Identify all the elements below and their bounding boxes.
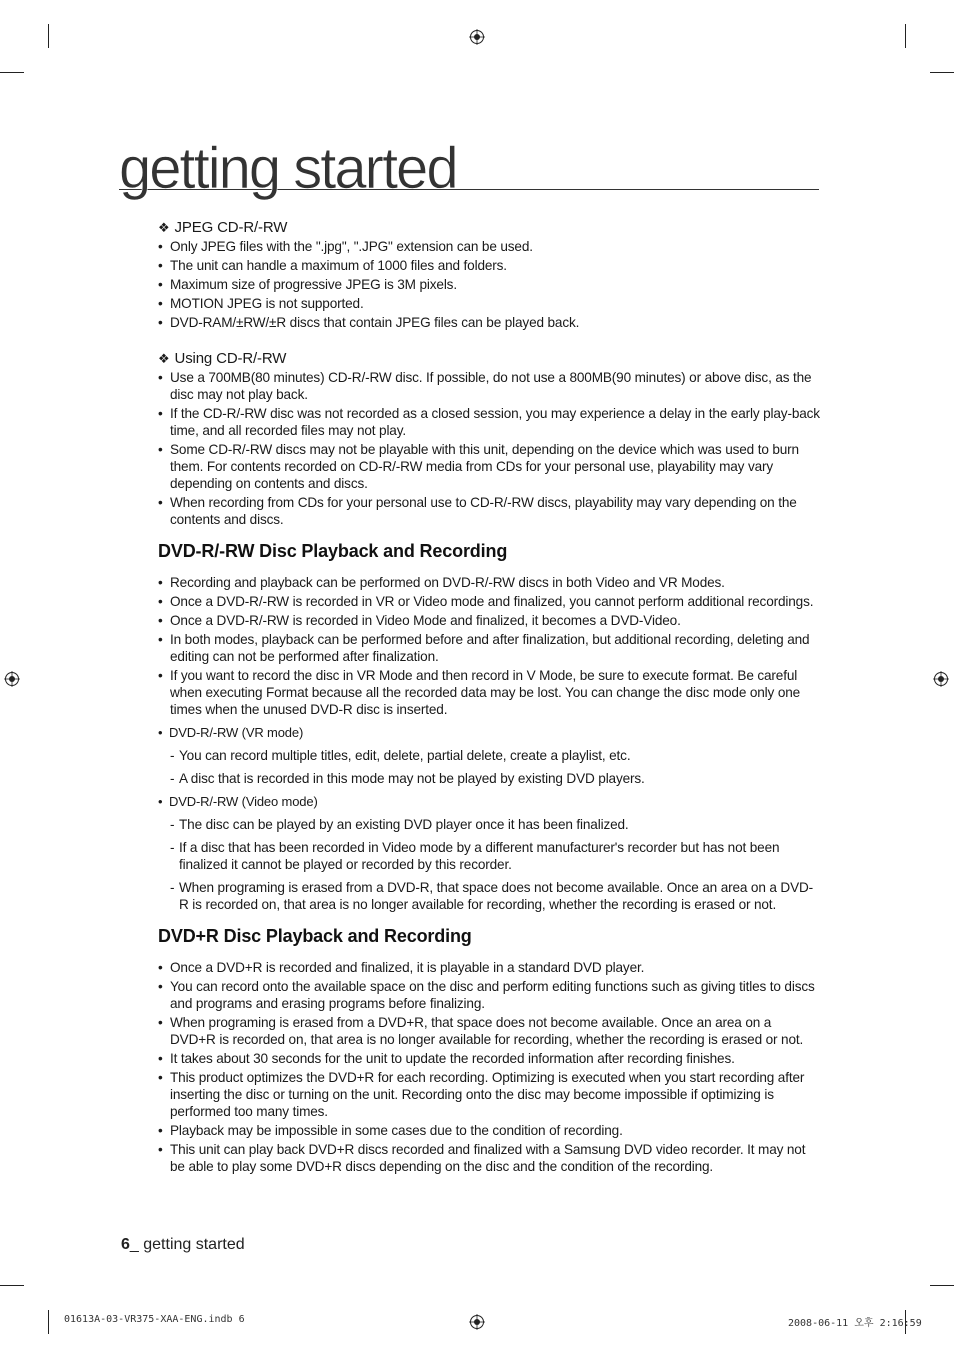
section-using bbox=[158, 349, 820, 528]
bullet-list bbox=[158, 959, 820, 1175]
bullet-list bbox=[158, 238, 820, 331]
crop-mark bbox=[48, 1310, 49, 1334]
main-content bbox=[158, 218, 820, 1187]
section-dvdplus bbox=[158, 925, 820, 1175]
bullet-list bbox=[158, 369, 820, 528]
list-item: - When programing is erased from a DVD-R, that space does not become available. Once an area on a DVD-R is recorded on, that area is no longer available for recording, whether the recording is erased or not. bbox=[170, 879, 820, 913]
list-item: • The unit can handle a maximum of 1000 files and folders. bbox=[158, 257, 820, 274]
crop-mark bbox=[905, 24, 906, 48]
list-item: • It takes about 30 seconds for the unit to update the recorded information after recording finishes. bbox=[158, 1050, 820, 1067]
footer-label: _ getting started bbox=[129, 1236, 245, 1253]
crop-mark bbox=[930, 1285, 954, 1286]
crop-mark bbox=[0, 1285, 24, 1286]
registration-target-icon bbox=[4, 671, 20, 687]
list-item: - A disc that is recorded in this mode may not be played by existing DVD players. bbox=[170, 770, 820, 787]
mode-heading: • DVD-R/-RW (Video mode) bbox=[158, 793, 820, 810]
list-item: • Only JPEG files with the ".jpg", ".JPG" extension can be used. bbox=[158, 238, 820, 255]
list-item: • MOTION JPEG is not supported. bbox=[158, 295, 820, 312]
print-slug-file: 01613A-03-VR375-XAA-ENG.indb 6 bbox=[64, 1314, 245, 1325]
list-item: - The disc can be played by an existing DVD player once it has been finalized. bbox=[170, 816, 820, 833]
list-item: • This unit can play back DVD+R discs recorded and finalized with a Samsung DVD video recorder. It may not be able to play some DVD+R discs depending on the disc and the condition of the recording. bbox=[158, 1141, 820, 1175]
list-item: • In both modes, playback can be performed before and after finalization, but additional recording, deleting and editing can not be performed after finalization. bbox=[158, 631, 820, 665]
section-dvdr bbox=[158, 540, 820, 913]
list-item: • Once a DVD-R/-RW is recorded in Video Mode and finalized, it becomes a DVD-Video. bbox=[158, 612, 820, 629]
mode-heading: • DVD-R/-RW (VR mode) bbox=[158, 724, 820, 741]
page-footer bbox=[121, 1236, 245, 1254]
list-item: • Use a 700MB(80 minutes) CD-R/-RW disc. If possible, do not use a 800MB(90 minutes) or above disc, as the disc may not play back. bbox=[158, 369, 820, 403]
diamond-bullet-icon: ❖ bbox=[158, 220, 170, 235]
section-heading: ❖ Using CD-R/-RW bbox=[158, 350, 287, 367]
list-item: - You can record multiple titles, edit, delete, partial delete, create a playlist, etc. bbox=[170, 747, 820, 764]
list-item: • If you want to record the disc in VR Mode and then record in V Mode, be sure to execute format. Be careful when executing Format because all the recorded data may be lost. You can change the disc mode only one times when the unused DVD-R disc is inserted. bbox=[158, 667, 820, 718]
bullet-list bbox=[158, 574, 820, 718]
page-title: getting started bbox=[119, 136, 819, 190]
list-item: • If the CD-R/-RW disc was not recorded as a closed session, you may experience a delay in the early play-back time, and all recorded files may not play. bbox=[158, 405, 820, 439]
crop-mark bbox=[48, 24, 49, 48]
list-item: • When recording from CDs for your personal use to CD-R/-RW discs, playability may vary depending on the contents and discs. bbox=[158, 494, 820, 528]
list-item: • Playback may be impossible in some cases due to the condition of recording. bbox=[158, 1122, 820, 1139]
list-item: • DVD-RAM/±RW/±R discs that contain JPEG files can be played back. bbox=[158, 314, 820, 331]
list-item: - If a disc that has been recorded in Video mode by a different manufacturer's recorder but has not been finalized it cannot be played or recorded by this recorder. bbox=[170, 839, 820, 873]
registration-target-icon bbox=[933, 671, 949, 687]
dash-list bbox=[170, 816, 820, 913]
list-item: • When programing is erased from a DVD+R, that space does not become available. Once an area on a DVD+R is recorded on, that area is no longer available for recording, whether the recording is erased or not. bbox=[158, 1014, 820, 1048]
list-item: • You can record onto the available space on the disc and perform editing functions such as giving titles to discs and programs and erasing programs before finalizing. bbox=[158, 978, 820, 1012]
registration-target-icon bbox=[469, 29, 485, 45]
list-item: • Once a DVD+R is recorded and finalized, it is playable in a standard DVD player. bbox=[158, 959, 820, 976]
page-number: 6 bbox=[121, 1236, 130, 1253]
section-jpeg bbox=[158, 218, 820, 331]
section-heading: ❖ JPEG CD-R/-RW bbox=[158, 219, 288, 236]
section-heading: DVD-R/-RW Disc Playback and Recording bbox=[158, 541, 508, 561]
diamond-bullet-icon: ❖ bbox=[158, 351, 170, 366]
list-item: • This product optimizes the DVD+R for each recording. Optimizing is executed when you start recording after inserting the disc or turning on the unit. Recording onto the disc may become impossible if optimizing is performed too many times. bbox=[158, 1069, 820, 1120]
dash-list bbox=[170, 747, 820, 787]
list-item: • Maximum size of progressive JPEG is 3M pixels. bbox=[158, 276, 820, 293]
section-heading: DVD+R Disc Playback and Recording bbox=[158, 926, 472, 946]
list-item: • Some CD-R/-RW discs may not be playable with this unit, depending on the device which was used to burn them. For contents recorded on CD-R/-RW media from CDs for your personal use, playability may vary depending on contents and discs. bbox=[158, 441, 820, 492]
crop-mark bbox=[930, 72, 954, 73]
list-item: • Once a DVD-R/-RW is recorded in VR or Video mode and finalized, you cannot perform additional recordings. bbox=[158, 593, 820, 610]
print-slug-date: 2008-06-11 오후 2:16:59 bbox=[788, 1318, 922, 1329]
registration-target-icon bbox=[469, 1314, 485, 1330]
list-item: • Recording and playback can be performed on DVD-R/-RW discs in both Video and VR Modes. bbox=[158, 574, 820, 591]
crop-mark bbox=[0, 72, 24, 73]
